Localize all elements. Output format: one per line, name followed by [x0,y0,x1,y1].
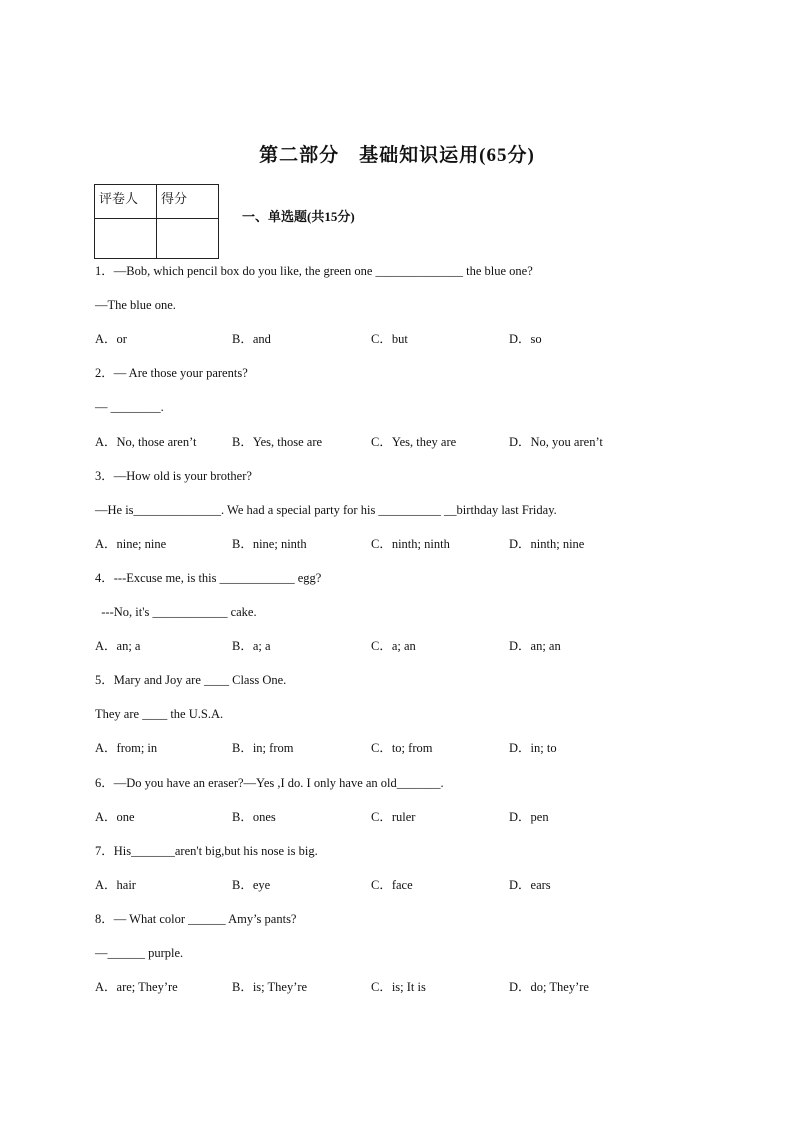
question-1-option-c: C．but [371,332,408,346]
question-5-option-c: C．to; from [371,741,433,755]
question-4-line-2: ---No, it's ____________ cake. [95,605,257,619]
question-4-option-d: D．an; an [509,639,561,653]
question-3-line-2: —He is______________. We had a special party for his __________ __birthday last Friday. [95,503,557,517]
score-cell [157,219,219,259]
question-6-option-a: A．one [95,810,135,824]
question-8-option-d: D．do; They’re [509,980,589,994]
question-6-option-b: B．ones [232,810,276,824]
question-8-option-a: A．are; They’re [95,980,178,994]
question-4-option-b: B．a; a [232,639,271,653]
question-7-line-1: 7．His_______aren't big,but his nose is big. [95,844,318,858]
question-4-option-c: C．a; an [371,639,416,653]
question-2-line-1: 2．— Are those your parents? [95,366,248,380]
question-1-option-a: A．or [95,332,127,346]
question-7-option-c: C．face [371,878,413,892]
question-2-option-b: B．Yes, those are [232,435,323,449]
question-7-option-a: A．hair [95,878,136,892]
question-1-option-d: D．so [509,332,542,346]
question-1-line-1: 1．—Bob, which pencil box do you like, the green one ______________ the blue one? [95,264,533,278]
question-3-option-d: D．ninth; nine [509,537,585,551]
question-8-option-c: C．is; It is [371,980,426,994]
question-3-option-c: C．ninth; ninth [371,537,450,551]
question-4-option-a: A．an; a [95,639,141,653]
question-3-option-a: A．nine; nine [95,537,167,551]
question-2-option-c: C．Yes, they are [371,435,457,449]
section-heading: 一、单选题(共15分) [242,209,355,224]
question-5-option-d: D．in; to [509,741,557,755]
question-8-line-2: —______ purple. [95,946,184,960]
question-5-line-2: They are ____ the U.S.A. [95,707,224,721]
question-5-option-b: B．in; from [232,741,294,755]
question-6-line-1: 6．—Do you have an eraser?—Yes ,I do. I only have an old_______. [95,776,444,790]
question-2-option-a: A．No, those aren’t [95,435,197,449]
grader-cell [95,219,157,259]
question-5-line-1: 5．Mary and Joy are ____ Class One. [95,673,287,687]
question-1-option-b: B．and [232,332,271,346]
question-6-option-d: D．pen [509,810,549,824]
question-3-line-1: 3．—How old is your brother? [95,469,252,483]
page-title: 第二部分 基础知识运用(65分) [259,145,535,166]
question-8-option-b: B．is; They’re [232,980,308,994]
question-1-line-2: —The blue one. [95,298,176,312]
question-7-option-d: D．ears [509,878,551,892]
grader-header: 评卷人 [95,185,157,219]
question-6-option-c: C．ruler [371,810,416,824]
score-header: 得分 [157,185,219,219]
question-2-option-d: D．No, you aren’t [509,435,603,449]
question-3-option-b: B．nine; ninth [232,537,307,551]
question-7-option-b: B．eye [232,878,271,892]
question-5-option-a: A．from; in [95,741,158,755]
score-table [94,184,219,259]
question-4-line-1: 4．---Excuse me, is this ____________ egg? [95,571,322,585]
question-2-line-2: — ________. [95,400,164,414]
question-8-line-1: 8．— What color ______ Amy’s pants? [95,912,297,926]
